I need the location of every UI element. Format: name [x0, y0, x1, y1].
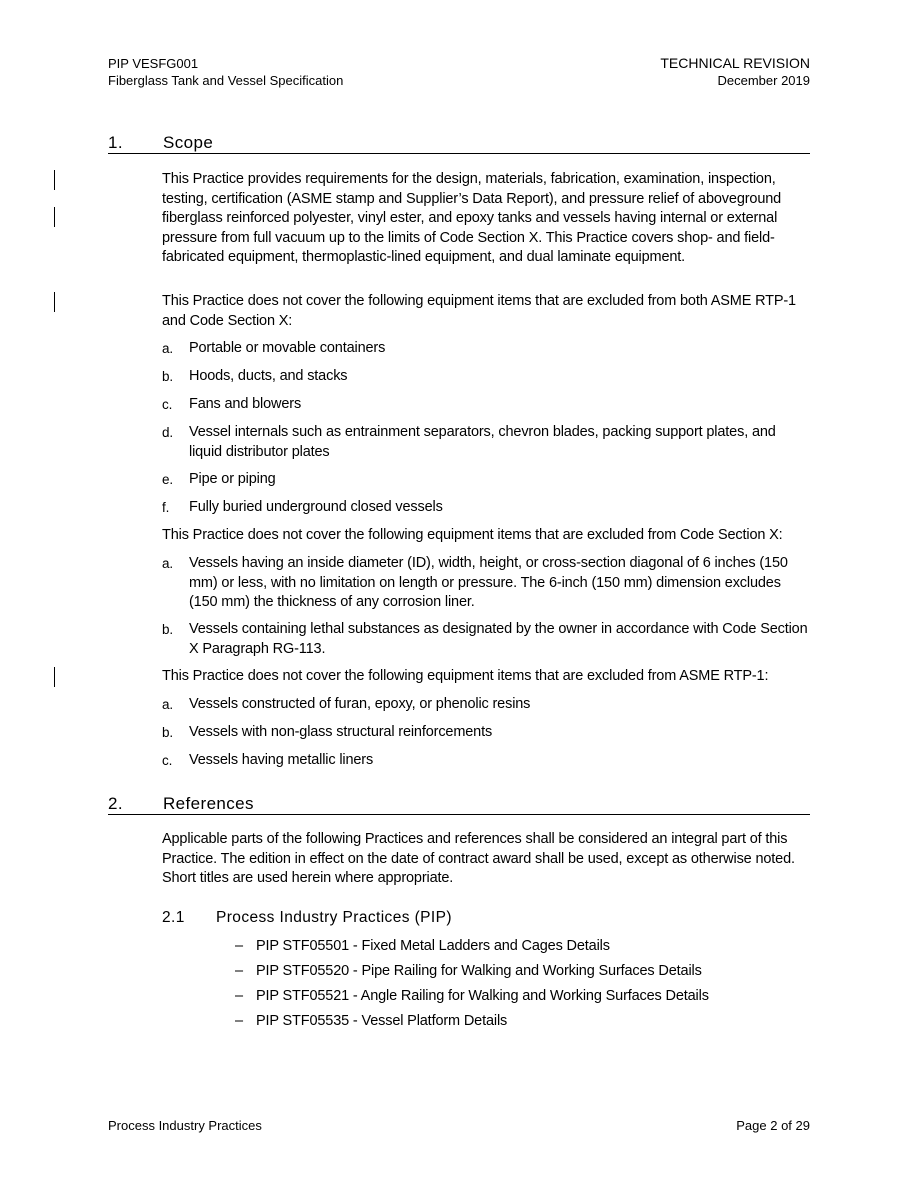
subsection-title: Process Industry Practices (PIP)	[216, 909, 452, 926]
list-text: Portable or movable containers	[189, 340, 386, 356]
revision-bar	[54, 207, 55, 227]
list-marker: b.	[162, 622, 173, 637]
list-text: Vessel internals such as entrainment separators, chevron blades, packing support plates, and liquid distributor plates	[189, 424, 776, 460]
list-marker: e.	[162, 472, 173, 487]
dash-bullet: –	[235, 1013, 243, 1029]
page-header-right	[660, 55, 810, 89]
section-title: Scope	[163, 133, 214, 152]
references-paragraph: Applicable parts of the following Practices and references shall be considered an integral part of this Practice. The edition in effect on the date of contract award shall be used, except as otherwise noted. Short titles are used herein where appropriate.	[162, 831, 795, 886]
section-number: 2.	[108, 794, 123, 813]
list-marker: a.	[162, 341, 173, 356]
list-marker: b.	[162, 725, 173, 740]
list-text: Vessels with non-glass structural reinforcements	[189, 724, 493, 740]
reference-text: PIP STF05520 - Pipe Railing for Walking and Working Surfaces Details	[256, 963, 702, 979]
reference-text: PIP STF05535 - Vessel Platform Details	[256, 1013, 508, 1029]
list-text: Vessels containing lethal substances as designated by the owner in accordance with Code Section X Paragraph RG-113.	[189, 621, 808, 657]
scope-paragraph-1: This Practice provides requirements for the design, materials, fabrication, examination, inspection, testing, certification (ASME stamp and Supplier’s Data Report), and pressure relief of aboveground fiberglass reinforced polyester, vinyl ester, and epoxy tanks and vessels having internal or external pressure from full vacuum up to the limits of Code Section X. This Practice covers shop- and field-fabricated equipment, thermoplastic-lined equipment, and dual laminate equipment.	[162, 171, 782, 265]
list-marker: c.	[162, 753, 173, 768]
list-text: Fans and blowers	[189, 396, 302, 412]
section-title: References	[163, 794, 254, 813]
reference-item	[235, 1013, 507, 1029]
list-text: Vessels having an inside diameter (ID), width, height, or cross-section diagonal of 6 inches (150 mm) or less, with no limitation on length or pressure. The 6-inch (150 mm) dimension excludes (150 mm) the thickness of any corrosion liner.	[189, 555, 788, 610]
reference-item	[235, 938, 610, 954]
list-marker: b.	[162, 369, 173, 384]
list-marker: a.	[162, 697, 173, 712]
subsection-number: 2.1	[162, 909, 185, 926]
scope-paragraph-3: This Practice does not cover the following equipment items that are excluded from Code Section X:	[162, 527, 783, 543]
list-marker: f.	[162, 500, 170, 515]
reference-item	[235, 963, 702, 979]
section-heading-references	[108, 794, 810, 815]
doc-title: Fiberglass Tank and Vessel Specification	[108, 73, 344, 88]
scope-paragraph-4: This Practice does not cover the following equipment items that are excluded from ASME RTP-1:	[162, 668, 769, 684]
doc-id: PIP VESFG001	[108, 56, 199, 71]
list-text: Vessels constructed of furan, epoxy, or phenolic resins	[189, 696, 531, 712]
list-marker: d.	[162, 425, 173, 440]
footer-org: Process Industry Practices	[108, 1118, 262, 1133]
scope-paragraph-2: This Practice does not cover the following equipment items that are excluded from both ASME RTP-1 and Code Section X:	[162, 293, 796, 329]
list-marker: a.	[162, 556, 173, 571]
page-header-left	[108, 55, 343, 89]
list-text: Hoods, ducts, and stacks	[189, 368, 348, 384]
dash-bullet: –	[235, 938, 243, 954]
list-text: Fully buried underground closed vessels	[189, 499, 443, 515]
revision-bar	[54, 170, 55, 190]
list-text: Pipe or piping	[189, 471, 276, 487]
revision-date: December 2019	[717, 73, 810, 88]
list-text: Vessels having metallic liners	[189, 752, 374, 768]
reference-item	[235, 988, 709, 1004]
revision-type: TECHNICAL REVISION	[660, 55, 810, 71]
dash-bullet: –	[235, 963, 243, 979]
reference-text: PIP STF05501 - Fixed Metal Ladders and Cages Details	[256, 938, 610, 954]
revision-bar	[54, 667, 55, 687]
list-marker: c.	[162, 397, 173, 412]
section-heading-scope	[108, 133, 810, 154]
footer-page-number: Page 2 of 29	[736, 1118, 810, 1133]
dash-bullet: –	[235, 988, 243, 1004]
revision-bar	[54, 292, 55, 312]
reference-text: PIP STF05521 - Angle Railing for Walking and Working Surfaces Details	[256, 988, 709, 1004]
section-number: 1.	[108, 133, 123, 152]
